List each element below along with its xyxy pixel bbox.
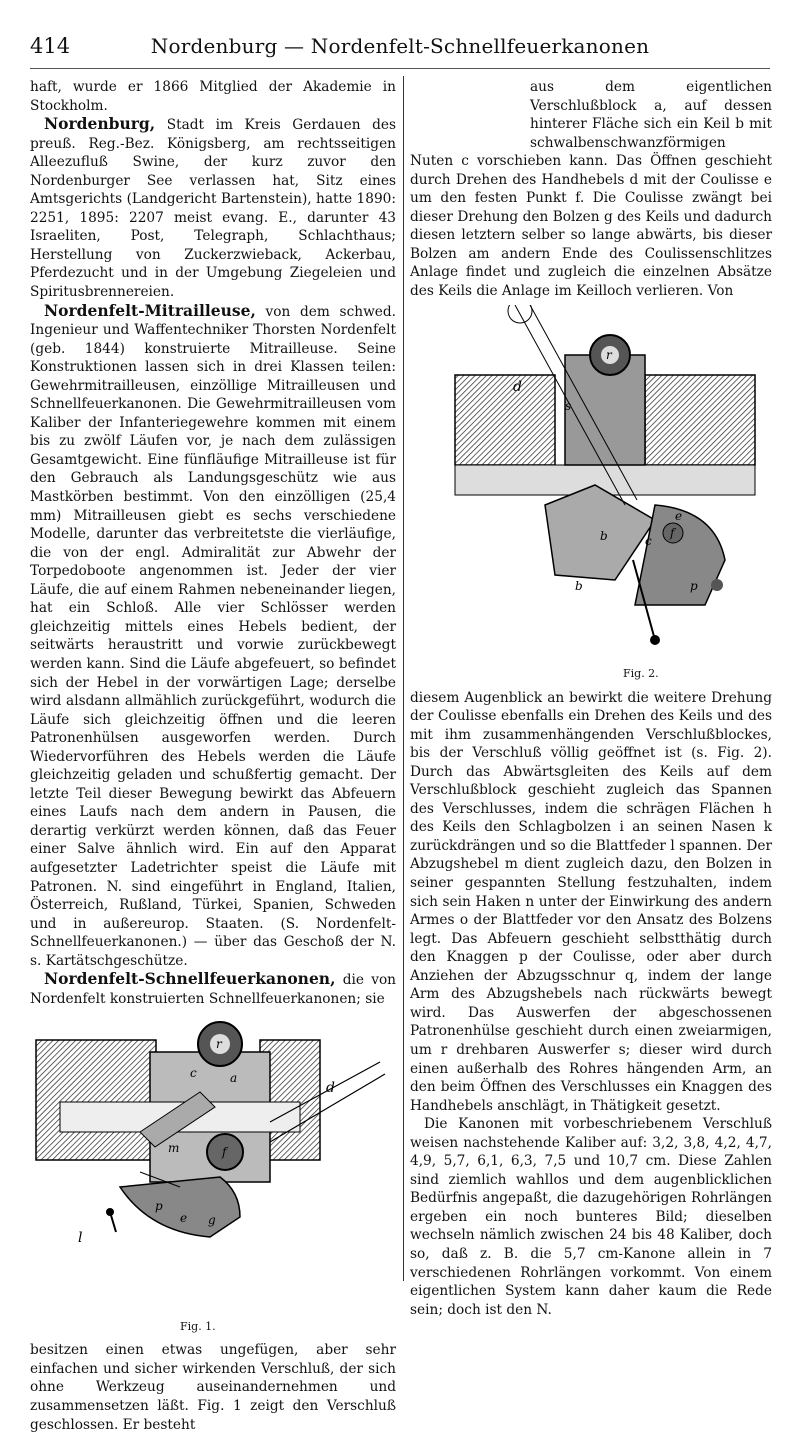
label-l: l bbox=[78, 1230, 83, 1247]
label-e: e bbox=[180, 1211, 188, 1226]
page-header bbox=[30, 28, 770, 69]
label-c: c bbox=[190, 1066, 197, 1081]
label-d: d bbox=[326, 1080, 335, 1097]
fig2-label-s: s bbox=[565, 398, 572, 413]
label-r: r bbox=[216, 1037, 222, 1052]
entry-nordenburg-text: Stadt im Kreis Gerdauen des preuß. Reg.-Bez. Königsberg, am rechtsseitigen Alleezufluß Swine, der kurz zuvor den Nordenburger See verlassen hat, Sitz eines Amtsgerichts (Landgericht Bartenstein), hatte 1890: 2251, 1895: 2207 meist evang. E., darunter 43 Israeliten, Post, Telegraph, Schlachthaus; Herstellung von Zuckerzwieback, Ackerbau, Pferdezucht und in der Umgebung Ziegeleien und Spiritusbrennereien. bbox=[30, 117, 396, 301]
breech-open-illustration bbox=[415, 305, 765, 667]
fig2-label-b: b bbox=[600, 528, 608, 543]
headword-schnellfeuerkanonen: Nordenfelt-Schnellfeuerkanonen, bbox=[44, 969, 336, 989]
entry-mitrailleuse bbox=[30, 302, 396, 971]
entry-schnellfeuerkanonen-continued: besitzen einen etwas ungefügen, aber sehr einfachen und sicher wirkenden Verschluß, der sich ohne Werkzeug auseinandernehmen und zusammensetzen läßt. Fig. 1 zeigt den Verschluß geschlossen. Er besteht bbox=[30, 1342, 396, 1433]
fig2-label-f: f bbox=[670, 525, 675, 540]
fig2-caption: Fig. 2. bbox=[623, 666, 659, 680]
fig2-label-e: e bbox=[675, 508, 683, 523]
figure-1 bbox=[30, 1012, 396, 1337]
entry-mitrailleuse-text: von dem schwed. Ingenieur und Waffentechniker Thorsten Nordenfelt (geb. 1844) konstruierte Mitrailleuse. Seine Konstruktionen lassen sich in drei Klassen teilen: Gewehrmitrailleusen, einzöllige Mitrailleusen und Schnellfeuerkanonen. Die Gewehrmitrailleusen vom Kaliber der Infanteriegewehre kommen mit einem bis zu zwölf Läufen vor, je nach dem zulässigen Gesamtgewicht. Eine fünfläufige Mitrailleuse ist für den Gebrauch als Landungsgeschütz wie aus Mastkörben bestimmt. Von den einzölligen (25,4 mm) Mitrailleusen giebt es sechs verschiedene Modelle, darunter das verbreitetste die vierläufige, die von der engl. Admiralität zur Abwehr der Torpedoboote angenommen ist. Jeder der vier Läufe, die auf einem Rahmen nebeneinander liegen, hat ein Schloß. Alle vier Schlösser werden gleichzeitig mittels eines Hebels bedient, der seitwärts heraustritt und vorwie zurückbewegt werden kann. Sind die Läufe abgefeuert, so befindet sich der Hebel in der vorwärtigen Lage; derselbe wird alsdann allmählich zurückgeführt, wodurch die Läufe sich gleichzeitig öffnen und die leeren Patronenhülsen ausgeworfen werden. Durch Wiedervorführen des Hebels werden die Läufe gleichzeitig geladen und schußfertig gemacht. Der letzte Teil dieser Bewegung bewirkt das Abfeuern eines Laufs nach dem andern in Pausen, die derartig verkürzt werden können, daß das Feuer einer Salve ähnlich wird. Ein auf den Apparat aufgesetzter Ladetrichter speist die Läufe mit Patronen. N. sind eingeführt in England, Italien, Österreich, Rußland, Türkei, Spanien, Schweden und in außereurop. Staaten. (S. Nordenfelt-Schnellfeuerkanonen.) — über das Geschoß der N. s. Kartätschgeschütze. bbox=[30, 303, 396, 969]
right-paragraph-2: diesem Augenblick an bewirkt die weitere Drehung der Coulisse ebenfalls ein Drehen des Keils und des mit ihm zusammenhängenden Verschlußblockes, bis der Verschluß völlig geöffnet ist (s. Fig. 2). Durch das Abwärtsgleiten des Keils auf dem Verschlußblock geschieht zugleich das Spannen des Verschlusses, indem die schrägen Flächen h des Keils den Schlagbolzen i an seinen Nasen k zurückdrängen und so die Blattfeder l spannen. Der Abzugshebel m dient zugleich dazu, den Bolzen in seiner gespannten Stellung festzuhalten, indem sich sein Haken n unter der Einwirkung des andern Armes o der Blattfeder vor den Ansatz des Bolzens legt. Das Abfeuern geschieht selbstthätig durch den Knaggen p der Coulisse, oder aber durch Anziehen der Abzugsschnur q, indem der lange Arm des Abzugshebels nach rückwärts bewegt wird. Das Auswerfen der abgeschossenen Patronenhülse geschieht durch einen zweiarmigen, um r drehbaren Auswerfer s; dieser wird durch einen außerhalb des Rohres hängenden Arm, an den beim Öffnen des Verschlusses ein Knaggen des Handhebels anschlägt, in Thätigkeit gesetzt. bbox=[410, 689, 772, 1114]
entry-continuation: haft, wurde er 1866 Mitglied der Akademie in Stockholm. bbox=[30, 79, 396, 114]
label-m: m bbox=[168, 1141, 180, 1156]
column-divider bbox=[403, 76, 404, 1281]
headword-nordenburg: Nordenburg, bbox=[44, 114, 156, 134]
right-paragraph-1: aus dem eigentlichen Verschlußblock a, auf dessen hinterer Fläche sich ein Keil b mit schwalbenschwanzförmigen Nuten c vorschieben kann. Das Öffnen geschieht durch Drehen des Handhebels d mit der Coulisse e um den festen Punkt f. Die Coulisse zwängt bei dieser Drehung den Bolzen g des Keils und dadurch diesen letztern selber so lange abwärts, bis dieser Bolzen am andern Ende des Coulissenschlitzes Anlage findet und zugleich die einzelnen Absätze des Keils die Anlage im Keilloch verlieren. Von bbox=[410, 79, 772, 300]
label-g: g bbox=[208, 1213, 216, 1228]
fig2-label-p: p bbox=[690, 578, 698, 593]
fig2-label-d: d bbox=[513, 378, 522, 395]
fig1-caption: Fig. 1. bbox=[180, 1320, 216, 1334]
running-title: Nordenburg — Nordenfelt-Schnellfeuerkanonen bbox=[150, 34, 650, 58]
page-number: 414 bbox=[30, 34, 71, 58]
fig2-label-b2: b bbox=[575, 578, 583, 593]
headword-mitrailleuse: Nordenfelt-Mitrailleuse, bbox=[44, 300, 256, 320]
right-column bbox=[410, 78, 772, 1319]
label-f: f bbox=[222, 1145, 227, 1160]
breech-closed-illustration bbox=[30, 1012, 396, 1312]
left-column bbox=[30, 78, 396, 1434]
right-paragraph-3: Die Kanonen mit vorbeschriebenem Verschluß weisen nachstehende Kaliber auf: 3,2, 3,8, 4,2, 4,7, 4,9, 5,7, 6,1, 6,3, 7,5 und 10,7 cm. Diese Zahlen sind ziemlich wahllos und dem augenblicklichen Bedürfnis angepaßt, die dazugehörigen Rohrlängen ergeben ein noch bunteres Bild; dieselben wechseln nämlich zwischen 24 bis 48 Kaliber, doch so, daß z. B. die 5,7 cm-Kanone allein in 7 verschiedenen Rohrlängen vorkommt. Von einem eigentlichen System kann daher kaum die Rede sein; doch ist den N. bbox=[410, 1116, 772, 1318]
entry-nordenburg bbox=[30, 115, 396, 301]
fig2-label-c: c bbox=[645, 533, 652, 548]
figure-2-handle-space bbox=[410, 78, 530, 136]
figure-2 bbox=[415, 305, 772, 685]
fig2-label-r: r bbox=[606, 347, 612, 362]
entry-schnellfeuerkanonen bbox=[30, 970, 396, 1008]
label-a: a bbox=[230, 1071, 238, 1086]
entry-schnellfeuerkanonen-text: die von Nordenfelt konstruierten Schnellfeuerkanonen; sie bbox=[30, 972, 396, 1007]
label-p: p bbox=[155, 1199, 163, 1214]
